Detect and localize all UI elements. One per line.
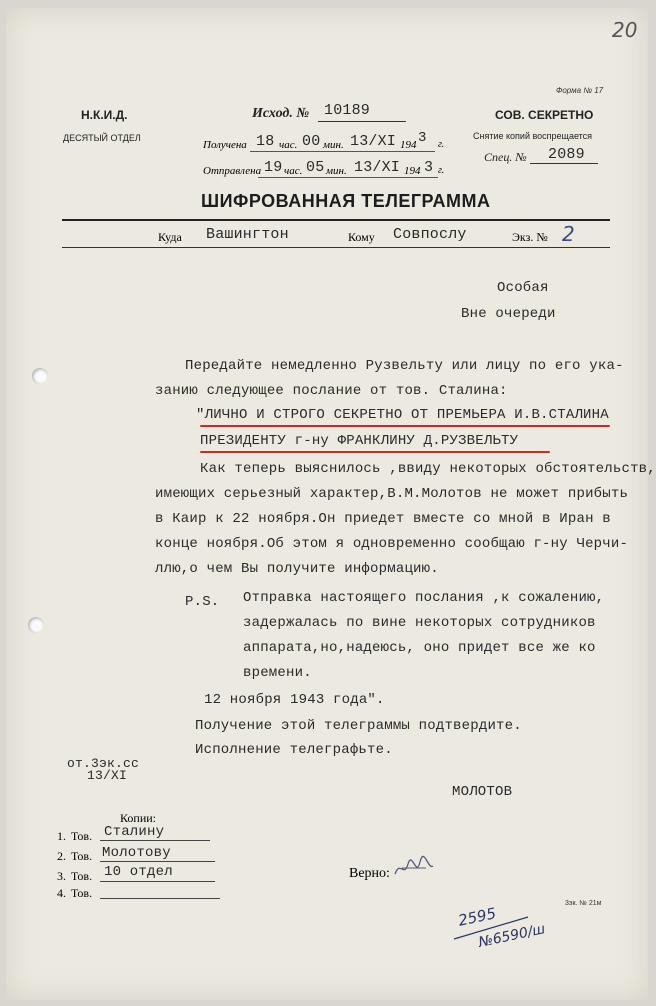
sent-year-digit: 3 [424, 159, 434, 176]
org-name: Н.К.И.Д. [81, 108, 128, 122]
ps-label: P.S. [185, 594, 220, 610]
signature-name: МОЛОТОВ [452, 784, 513, 800]
copy-2-underline [100, 861, 215, 862]
sent-hour-label: час. [284, 165, 303, 177]
copy-2-num: 2. [57, 849, 66, 863]
message-line-1: Как теперь выяснилось ,ввиду некоторых обстоятельств, [200, 461, 656, 477]
copy-1-value: Сталину [104, 824, 165, 840]
sent-min-label: мин. [326, 165, 347, 177]
document-title: ШИФРОВАННАЯ ТЕЛЕГРАММА [201, 191, 491, 211]
spec-number: 2089 [548, 146, 585, 163]
priority-special: Особая [497, 280, 549, 296]
sent-underline [258, 177, 438, 178]
copy-3-label: Тов. [71, 869, 93, 883]
copies-label: Копии: [120, 811, 157, 825]
message-line-4: конце ноября.Об этом я одновременно сообщаю г-ну Черчи- [155, 536, 629, 552]
routing-whom-value: Совпослу [393, 226, 467, 243]
copy-4-label: Тов. [71, 886, 93, 900]
copy-1-underline [100, 840, 210, 841]
ps-line-4: времени. [243, 665, 312, 681]
routing-copy-label: Экз. № [512, 230, 548, 244]
copy-ban-note: Снятие копий воспрещается [473, 131, 593, 141]
received-year-digit: 3 [418, 130, 427, 146]
copy-2-value: Молотову [102, 845, 171, 861]
confirm-line-2: Исполнение телеграфьте. [195, 742, 393, 758]
form-number: Форма № 17 [556, 86, 604, 95]
copy-4-num: 4. [57, 886, 66, 900]
routing-top-rule [62, 219, 610, 221]
punch-hole-top [32, 368, 48, 384]
handwritten-signature-icon [392, 852, 436, 884]
received-year-suffix: г. [438, 139, 445, 150]
received-hour: 18 [256, 133, 275, 150]
spec-underline [530, 163, 598, 164]
received-min: 00 [302, 133, 321, 150]
copy-3-value: 10 отдел [104, 864, 173, 880]
received-date: 13/XI [350, 133, 397, 150]
secrecy-stamp: СОВ. СЕКРЕТНО [495, 108, 594, 122]
sent-date: 13/XI [354, 159, 401, 176]
copy-4-underline [100, 898, 220, 899]
ps-line-3: аппарата,но,надеюсь, оно придет все же ко [243, 640, 596, 656]
sent-hour: 19 [264, 159, 283, 176]
routing-copy-value: 2 [562, 222, 575, 246]
message-heading-line-1: "ЛИЧНО И СТРОГО СЕКРЕТНО ОТ ПРЕМЬЕРА И.В.СТАЛИНА [196, 407, 609, 423]
confirm-line-1: Получение этой телеграммы подтвердите. [195, 718, 522, 734]
received-label: Получена [203, 139, 247, 151]
copy-3-underline [100, 881, 215, 882]
heading-red-underline-1 [200, 425, 610, 427]
copy-1-label: Тов. [71, 829, 93, 843]
copy-2-label: Тов. [71, 849, 93, 863]
copy-3-num: 3. [57, 869, 66, 883]
copy-1-num: 1. [57, 829, 66, 843]
received-hour-label: час. [279, 139, 298, 151]
outgoing-underline [318, 121, 406, 122]
message-date-line: 12 ноября 1943 года". [204, 692, 385, 708]
ink-note-reference: №6590/ш [477, 921, 547, 951]
message-line-2: имеющих серьезный характер,В.М.Молотов не может прибыть [155, 486, 629, 502]
routing-to-value: Вашингтон [206, 226, 289, 243]
sent-min: 05 [306, 159, 325, 176]
received-year-prefix: 194 [400, 139, 417, 151]
body-intro-line-2: занию следующее послание от тов. Сталина: [155, 383, 508, 399]
routing-bottom-rule [62, 247, 610, 248]
routing-to-label: Куда [158, 230, 182, 244]
message-heading-line-2: ПРЕЗИДЕНТУ г-ну ФРАНКЛИНУ Д.РУЗВЕЛЬТУ [200, 433, 519, 449]
priority-out-of-turn: Вне очереди [461, 306, 556, 322]
sent-year-suffix: г. [438, 165, 445, 176]
outgoing-number: 10189 [324, 102, 371, 119]
body-intro-line-1: Передайте немедленно Рузвельту или лицу по его ука- [185, 358, 624, 374]
ps-line-2: задержалась по вине некоторых сотрудников [243, 615, 596, 631]
message-line-3: в Каир к 22 ноября.Он приедет вместе со мной в Иран в [155, 511, 611, 527]
heading-red-underline-2 [200, 451, 550, 453]
message-line-5: ллю,о чем Вы получите информацию. [155, 561, 439, 577]
ot-note-line-2: 13/XI [87, 768, 128, 783]
sent-label: Отправлена [203, 165, 262, 177]
spec-label: Спец. № [484, 150, 527, 164]
ink-note-number: 2595 [456, 904, 498, 930]
routing-whom-label: Кому [348, 230, 375, 244]
sent-year-prefix: 194 [404, 165, 421, 177]
outgoing-label: Исход. № [252, 106, 310, 121]
ot-note-line-1: от.3эк.сс [67, 756, 140, 771]
department-name: ДЕСЯТЫЙ ОТДЕЛ [63, 133, 141, 143]
ps-line-1: Отправка настоящего послания ,к сожалению, [243, 590, 605, 606]
received-min-label: мин. [323, 139, 344, 151]
corner-page-number: 20 [612, 18, 638, 42]
punch-hole-bottom [28, 617, 44, 633]
verno-label: Верно: [349, 866, 390, 881]
print-mark: 3эк. № 21м [565, 900, 602, 907]
received-underline [250, 151, 435, 152]
